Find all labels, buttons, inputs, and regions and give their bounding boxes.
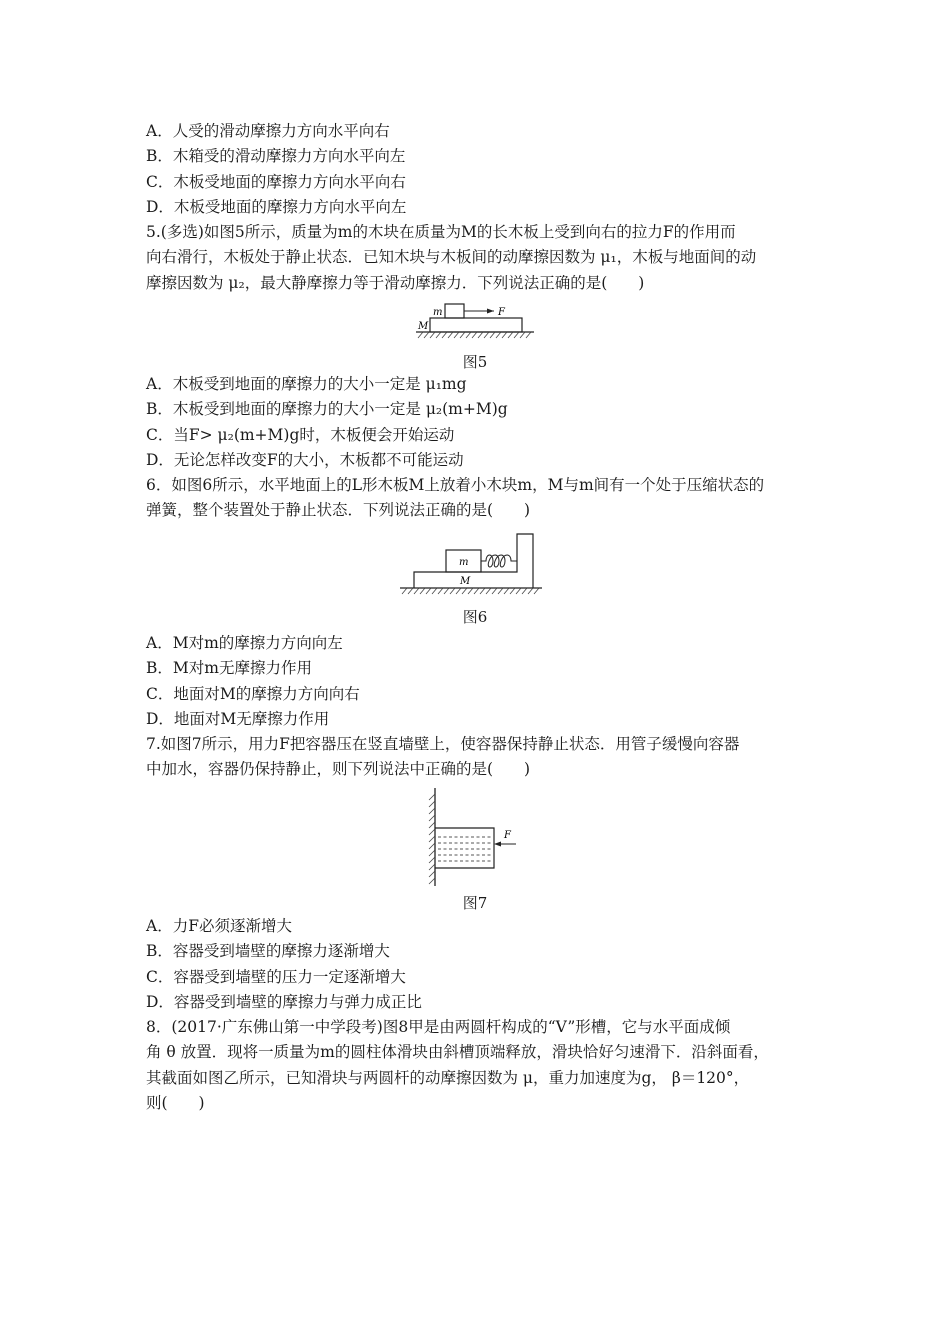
text-block-2 xyxy=(146,372,814,524)
ground-hatch xyxy=(402,588,539,594)
spring xyxy=(481,555,517,567)
text-block-1 xyxy=(146,119,814,296)
q8-stem-line-1: 8．(2017·广东佛山第一中学段考)图8甲是由两圆杆构成的“V”形槽，它与水平面成倾 xyxy=(146,1018,731,1037)
arrow-head xyxy=(487,309,494,314)
q6-option-a: A．M对m的摩擦力方向向左 xyxy=(146,634,343,652)
water-lines xyxy=(438,837,492,861)
q8-stem-line-4: 则( ) xyxy=(146,1094,205,1113)
board-M xyxy=(430,318,522,332)
q7-option-c: C．容器受到墙壁的压力一定逐渐增大 xyxy=(146,967,406,986)
figure-5-caption: 图5 xyxy=(462,353,488,371)
ground-hatch xyxy=(418,332,531,338)
q7-stem-line-1: 7.如图7所示，用力F把容器压在竖直墙壁上，使容器保持静止状态．用管子缓慢向容器 xyxy=(146,735,740,754)
q5-stem-line-3: 摩擦因数为 μ₂，最大静摩擦力等于滑动摩擦力．下列说法正确的是( ) xyxy=(146,273,645,292)
arrow-head xyxy=(494,842,501,847)
q4-option-a: A．人受的滑动摩擦力方向水平向右 xyxy=(146,122,390,140)
figure-6-diagram xyxy=(398,530,544,600)
q6-stem-line-1: 6．如图6所示，水平地面上的L形木板M上放着小木块m，M与m间有一个处于压缩状态的 xyxy=(146,476,765,495)
figure-7-diagram xyxy=(428,788,522,886)
q5-stem-line-2: 向右滑行，木板处于静止状态．已知木块与木板间的动摩擦因数为 μ₁，木板与地面间的动 xyxy=(146,248,757,267)
label-M: M xyxy=(460,576,471,587)
container xyxy=(435,828,494,868)
figure-7-caption: 图7 xyxy=(462,894,488,912)
label-m: m xyxy=(433,307,443,318)
figure-6-caption: 图6 xyxy=(462,608,488,626)
q7-option-b: B．容器受到墙壁的摩擦力逐渐增大 xyxy=(146,942,390,961)
text-block-4 xyxy=(146,914,814,1116)
wall-hatch xyxy=(429,794,435,884)
q5-option-a: A．木板受到地面的摩擦力的大小一定是 μ₁mg xyxy=(146,375,467,393)
q6-option-b: B．M对m无摩擦力作用 xyxy=(146,659,312,678)
label-m: m xyxy=(459,557,469,568)
block-m xyxy=(445,304,464,318)
q7-stem-line-2: 中加水，容器仍保持静止，则下列说法中正确的是( ) xyxy=(146,760,531,779)
q6-stem-line-2: 弹簧，整个装置处于静止状态．下列说法正确的是( ) xyxy=(146,501,531,520)
figure-5-diagram xyxy=(410,298,540,346)
q7-option-a: A．力F必须逐渐增大 xyxy=(146,917,292,935)
q8-stem-line-3: 其截面如图乙所示，已知滑块与两圆杆的动摩擦因数为 μ，重力加速度为g， β＝120°， xyxy=(146,1068,750,1087)
q7-option-d: D．容器受到墙壁的摩擦力与弹力成正比 xyxy=(146,992,422,1011)
text-block-3 xyxy=(146,631,814,783)
q8-stem-line-2: 角 θ 放置．现将一质量为m的圆柱体滑块由斜槽顶端释放，滑块恰好匀速滑下．沿斜面看， xyxy=(146,1043,769,1062)
q5-option-b: B．木板受到地面的摩擦力的大小一定是 μ₂(m+M)g xyxy=(146,400,508,419)
q6-option-d: D．地面对M无摩擦力作用 xyxy=(146,709,330,728)
label-M: M xyxy=(418,321,429,332)
q4-option-d: D．木板受地面的摩擦力方向水平向左 xyxy=(146,197,407,216)
q6-option-c: C．地面对M的摩擦力方向向右 xyxy=(146,684,360,703)
q4-option-b: B．木箱受的滑动摩擦力方向水平向左 xyxy=(146,147,406,166)
q5-option-d: D．无论怎样改变F的大小，木板都不可能运动 xyxy=(146,450,464,469)
q5-stem-line-1: 5.(多选)如图5所示，质量为m的木块在质量为M的长木板上受到向右的拉力F的作用而 xyxy=(146,223,736,242)
label-F: F xyxy=(504,830,511,841)
q4-option-c: C．木板受地面的摩擦力方向水平向右 xyxy=(146,172,406,191)
q5-option-c: C．当F> μ₂(m+M)g时，木板便会开始运动 xyxy=(146,425,455,444)
label-F: F xyxy=(498,307,505,318)
